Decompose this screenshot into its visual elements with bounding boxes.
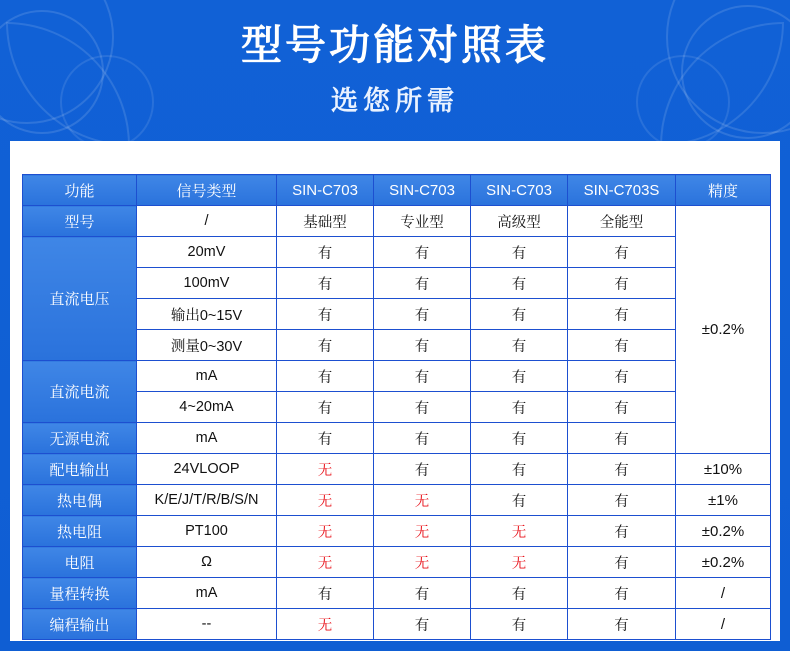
cell-signal: mA [137,578,277,609]
cell-signal: 输出0~15V [137,299,277,330]
cell-model-3: 有 [471,330,568,361]
cell-model-4: 有 [568,516,676,547]
cell-accuracy: ±10% [676,454,771,485]
cell-model-3: 有 [471,578,568,609]
cell-model-3: 无 [471,547,568,578]
banner [0,0,790,140]
cell-model-1: 基础型 [277,206,374,237]
header-cell-signal-type: 信号类型 [137,175,277,206]
row-label-dc-current: 直流电流 [23,361,137,423]
cell-model-1: 有 [277,330,374,361]
row-label-dc-voltage: 直流电压 [23,237,137,361]
cell-model-2: 有 [374,330,471,361]
row-label-programmable-output: 编程输出 [23,609,137,640]
cell-accuracy: ±0.2% [676,516,771,547]
table-row [23,454,771,485]
cell-model-2: 有 [374,578,471,609]
row-label-thermocouple: 热电偶 [23,485,137,516]
cell-model-2: 无 [374,547,471,578]
cell-model-1: 无 [277,516,374,547]
cell-model-4: 有 [568,423,676,454]
cell-model-4: 有 [568,392,676,423]
cell-model-3: 高级型 [471,206,568,237]
cell-model-2: 专业型 [374,206,471,237]
row-label-range-switch: 量程转换 [23,578,137,609]
table-row [23,361,771,392]
cell-model-1: 有 [277,423,374,454]
cell-model-1: 有 [277,268,374,299]
cell-model-4: 有 [568,268,676,299]
cell-model-4: 有 [568,361,676,392]
cell-signal: Ω [137,547,277,578]
cell-model-1: 无 [277,609,374,640]
cell-accuracy: / [676,578,771,609]
cell-model-3: 有 [471,609,568,640]
cell-signal: / [137,206,277,237]
row-label-model: 型号 [23,206,137,237]
table-row [23,547,771,578]
header-cell-model-4: SIN-C703S [568,175,676,206]
cell-model-2: 有 [374,268,471,299]
header-cell-function: 功能 [23,175,137,206]
cell-model-3: 无 [471,516,568,547]
cell-model-1: 有 [277,361,374,392]
cell-model-2: 有 [374,454,471,485]
cell-signal: mA [137,423,277,454]
row-label-power-output: 配电输出 [23,454,137,485]
cell-model-2: 有 [374,609,471,640]
cell-accuracy: ±0.2% [676,547,771,578]
page-subtitle: 选您所需 [331,86,459,117]
cell-model-1: 有 [277,392,374,423]
cell-model-3: 有 [471,392,568,423]
cell-model-2: 有 [374,299,471,330]
table-row [23,578,771,609]
cell-model-2: 有 [374,423,471,454]
header-cell-model-2: SIN-C703 [374,175,471,206]
cell-model-4: 有 [568,237,676,268]
cell-model-1: 无 [277,547,374,578]
cell-model-1: 无 [277,485,374,516]
cell-signal: 24VLOOP [137,454,277,485]
cell-model-1: 有 [277,237,374,268]
cell-signal: mA [137,361,277,392]
cell-model-1: 有 [277,299,374,330]
cell-model-4: 有 [568,299,676,330]
cell-model-4: 有 [568,454,676,485]
cell-model-2: 有 [374,361,471,392]
cell-signal: 20mV [137,237,277,268]
cell-model-4: 全能型 [568,206,676,237]
cell-model-4: 有 [568,485,676,516]
cell-signal: -- [137,609,277,640]
cell-model-4: 有 [568,578,676,609]
cell-signal: PT100 [137,516,277,547]
header-cell-model-3: SIN-C703 [471,175,568,206]
cell-model-4: 有 [568,547,676,578]
cell-model-3: 有 [471,361,568,392]
cell-model-2: 有 [374,237,471,268]
cell-model-3: 有 [471,454,568,485]
cell-model-1: 无 [277,454,374,485]
table-row [23,609,771,640]
cell-model-3: 有 [471,423,568,454]
cell-model-2: 有 [374,392,471,423]
row-label-rtd: 热电阻 [23,516,137,547]
page-title: 型号功能对照表 [241,22,549,68]
row-label-resistance: 电阻 [23,547,137,578]
cell-model-4: 有 [568,330,676,361]
cell-model-2: 无 [374,485,471,516]
cell-model-3: 有 [471,237,568,268]
cell-model-3: 有 [471,485,568,516]
table-header-row [23,175,771,206]
table-row [23,423,771,454]
content-sheet [10,141,780,641]
cell-signal: 100mV [137,268,277,299]
row-label-passive-current: 无源电流 [23,423,137,454]
cell-signal: K/E/J/T/R/B/S/N [137,485,277,516]
header-cell-model-1: SIN-C703 [277,175,374,206]
table-row [23,516,771,547]
cell-model-4: 有 [568,609,676,640]
cell-accuracy: / [676,609,771,640]
cell-accuracy: ±1% [676,485,771,516]
cell-model-1: 有 [277,578,374,609]
cell-model-3: 有 [471,268,568,299]
table-row [23,485,771,516]
cell-signal: 4~20mA [137,392,277,423]
cell-model-2: 无 [374,516,471,547]
table-row [23,206,771,237]
header-cell-accuracy: 精度 [676,175,771,206]
comparison-table [22,174,771,640]
cell-signal: 测量0~30V [137,330,277,361]
table-row [23,237,771,268]
cell-accuracy-merged: ±0.2% [676,206,771,454]
cell-model-3: 有 [471,299,568,330]
